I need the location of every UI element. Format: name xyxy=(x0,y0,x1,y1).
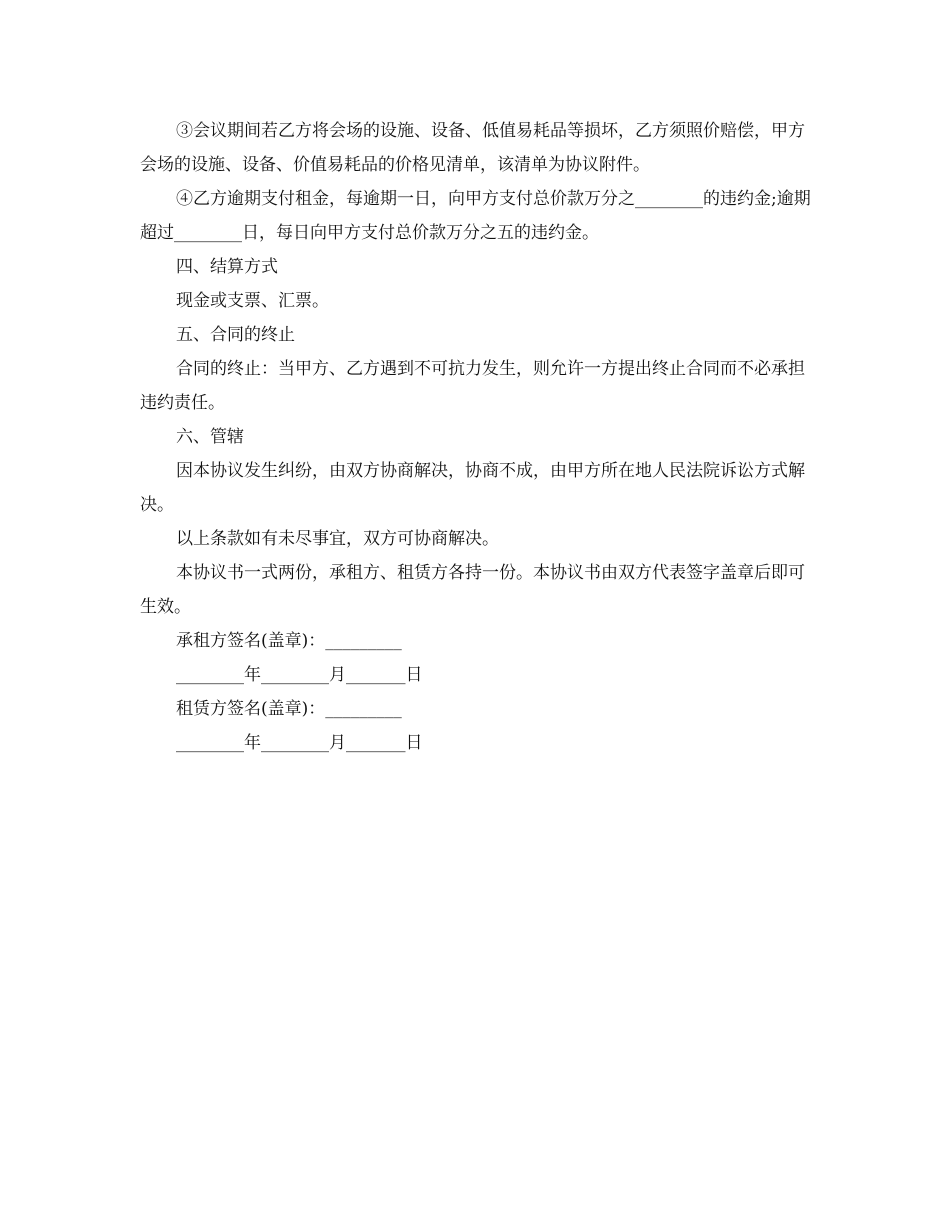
lessee-date-line: ________年________月_______日 xyxy=(176,665,423,685)
section-heading-jurisdiction: 六、管辖 xyxy=(176,427,244,447)
clause-damage-compensation: ③会议期间若乙方将会场的设施、设备、低值易耗品等损坏，乙方须照价赔偿，甲方会场的设施、设备、价值易耗品的价格见清单，该清单为协议附件。 xyxy=(140,121,805,175)
lessor-date-line: ________年________月_______日 xyxy=(176,733,423,753)
termination-text: 合同的终止：当甲方、乙方遇到不可抗力发生，则允许一方提出终止合同而不必承担违约责任。 xyxy=(140,359,805,413)
lessor-signature-line: 租赁方签名(盖章)：_________ xyxy=(176,699,402,719)
section-heading-settlement: 四、结算方式 xyxy=(176,257,278,277)
clause-late-payment-penalty: ④乙方逾期支付租金，每逾期一日，向甲方支付总价款万分之________的违约金;逾期超过________日，每日向甲方支付总价款万分之五的违约金。 xyxy=(140,189,811,243)
section-heading-termination: 五、合同的终止 xyxy=(176,325,295,345)
settlement-method-text: 现金或支票、汇票。 xyxy=(176,291,329,311)
lessee-signature-line: 承租方签名(盖章)：_________ xyxy=(176,631,402,651)
document-body xyxy=(140,114,820,760)
unresolved-matters-text: 以上条款如有未尽事宜，双方可协商解决。 xyxy=(176,529,499,549)
copies-and-effect-text: 本协议书一式两份，承租方、租赁方各持一份。本协议书由双方代表签字盖章后即可生效。 xyxy=(140,563,805,617)
jurisdiction-text: 因本协议发生纠纷，由双方协商解决，协商不成，由甲方所在地人民法院诉讼方式解决。 xyxy=(140,461,805,515)
